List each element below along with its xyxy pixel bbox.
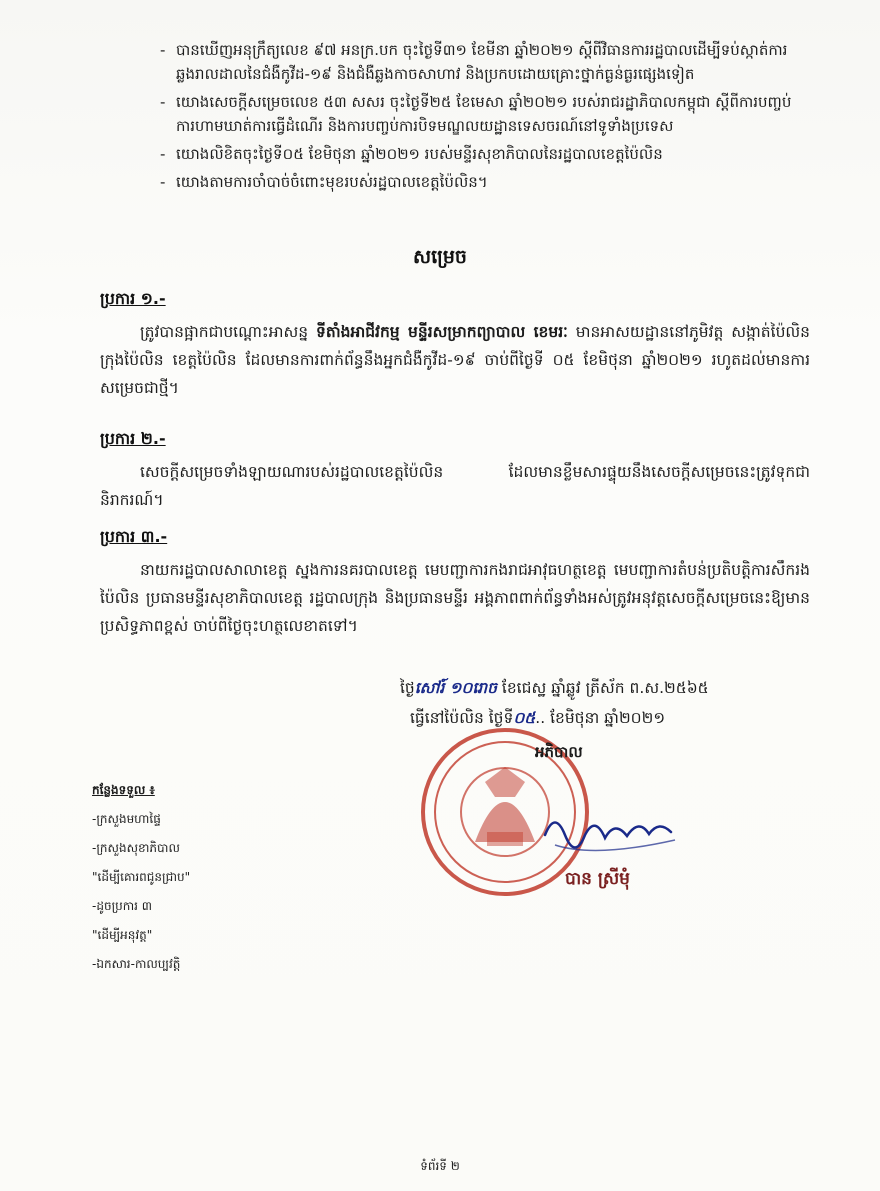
preamble-text: យោងសេចក្តីសម្រេចលេខ ៥៣ សសរ ចុះថ្ងៃទី២៥ ខែមេសា ឆ្នាំ២០២១ របស់រាជរដ្ឋាភិបាលកម្ពុជា ស្តីពីការបញ្ចប់ការហាមឃាត់ការធ្វើដំណើរ និងការបញ្ចប់ការបិទមណ្ឌលយដ្ឋានទេសចរណ៍នៅទូទាំងប្រទេស bbox=[176, 93, 792, 135]
article-3-text: នាយករដ្ឋបាលសាលាខេត្ត ស្នងការនគរបាលខេត្ត មេបញ្ជាការកងរាជអាវុធហត្ថខេត្ត មេបញ្ជាការតំបន់ប្រតិបត្តិការសឹករងប៉ៃលិន ប្រធានមន្ទីរសុខាភិបាលខេត្ត រដ្ឋបាលក្រុង និងប្រធានមន្ទីរ អង្គភាពពាក់ព័ន្ធទាំងអស់ត្រូវអនុវត្តសេចក្តីសម្រេចនេះឱ្យមានប្រសិទ្ធភាពខ្ពស់ ចាប់ពីថ្ងៃចុះហត្ថលេខាតទៅ។ bbox=[100, 561, 810, 635]
recipient-item: -ក្រសួងមហាផ្ទៃ bbox=[92, 812, 161, 826]
recipient-item: -ក្រសួងសុខាភិបាល bbox=[92, 841, 180, 855]
recipient-item: -ឯកសារ-កាលប្បវត្តិ bbox=[92, 957, 181, 971]
decision-heading: សម្រេច bbox=[413, 246, 467, 268]
preamble-item: - យោងតាមការចាំបាច់ចំពោះមុខរបស់រដ្ឋបាលខេត្តប៉ៃលិន។ bbox=[160, 170, 820, 194]
signature-icon bbox=[535, 790, 715, 870]
preamble-item: - យោងសេចក្តីសម្រេចលេខ ៥៣ សសរ ចុះថ្ងៃទី២៥ ខែមេសា ឆ្នាំ២០២១ របស់រាជរដ្ឋាភិបាលកម្ពុជា ស្តីពីការបញ្ចប់ការហាមឃាត់ការធ្វើដំណើរ និងការបញ្ចប់ការបិទមណ្ឌលយដ្ឋានទេសចរណ៍នៅទូទាំងប្រទេស bbox=[160, 90, 820, 138]
article-2-label: ប្រការ ២.- bbox=[100, 429, 166, 448]
preamble-text: យោងលិខិតចុះថ្ងៃទី០៥ ខែមិថុនា ឆ្នាំ២០២១ របស់មន្ទីរសុខាភិបាលនៃរដ្ឋបាលខេត្តប៉ៃលិន bbox=[176, 145, 663, 163]
preamble-list bbox=[160, 38, 820, 198]
recipient-item: "ដើម្បីគោរពជូនជ្រាប" bbox=[92, 870, 191, 884]
article-1-text: ត្រូវបានផ្អាកជាបណ្តោះអាសន្ន ទីតាំងអាជីវកម្ម មន្ទីរសម្រាកព្យាបាល ខេមរៈ មានអាសយដ្ឋាននៅភូមិវត្ត សង្កាត់ប៉ៃលិន ក្រុងប៉ៃលិន ខេត្តប៉ៃលិន ដែលមានការពាក់ព័ន្ធនឹងអ្នកជំងឺកូវីដ-១៩ ចាប់ពីថ្ងៃទី ០៥ ខែមិថុនា ឆ្នាំ២០២១ រហូតដល់មានការសម្រេចជាថ្មី។ bbox=[100, 323, 811, 397]
business-name: ទីតាំងអាជីវកម្ម មន្ទីរសម្រាកព្យាបាល ខេមរៈ bbox=[316, 323, 568, 341]
signer-name: បាន ស្រីមុំ bbox=[565, 869, 630, 889]
lunar-date-handwritten: សៅរ៍ ១០រោច bbox=[414, 678, 497, 697]
article-3-label: ប្រការ ៣.- bbox=[100, 527, 168, 546]
recipients-title: កន្លែងទទួល ៖ bbox=[92, 783, 155, 797]
article-2-text: សេចក្តីសម្រេចទាំងឡាយណារបស់រដ្ឋបាលខេត្តប៉ៃលិន ដែលមានខ្លឹមសារផ្ទុយនឹងសេចក្តីសម្រេចនេះត្រូវទុកជានិរាករណ៍។ bbox=[100, 463, 810, 509]
preamble-item: - បានឃើញអនុក្រឹត្យលេខ ៩៧ អនក្រ.បក ចុះថ្ងៃទី៣១ ខែមីនា ឆ្នាំ២០២១ ស្តីពីវិធានការរដ្ឋបាលដើម្បីទប់ស្កាត់ការឆ្លងរាលដាលនៃជំងឺកូវីដ-១៩ និងជំងឺឆ្លងកាចសាហាវ និងប្រកបដោយគ្រោះថ្នាក់ធ្ងន់ធ្ងរផ្សេងទៀត bbox=[160, 38, 820, 86]
recipients-list bbox=[92, 776, 190, 979]
recipient-item: "ដើម្បីអនុវត្ត" bbox=[92, 928, 153, 942]
lunar-date: ថ្ងៃសៅរ៍ ១០រោច ខែជេស្ឋ ឆ្នាំឆ្លូវ ត្រីស័ក ព.ស.២៥៦៥ bbox=[400, 678, 709, 697]
recipient-item: -ដូចប្រការ ៣ bbox=[92, 899, 153, 913]
preamble-text: បានឃើញអនុក្រឹត្យលេខ ៩៧ អនក្រ.បក ចុះថ្ងៃទី៣១ ខែមីនា ឆ្នាំ២០២១ ស្តីពីវិធានការរដ្ឋបាលដើម្បីទប់ស្កាត់ការឆ្លងរាលដាលនៃជំងឺកូវីដ-១៩ និងជំងឺឆ្លងកាចសាហាវ និងប្រកបដោយគ្រោះថ្នាក់ធ្ងន់ធ្ងរផ្សេងទៀត bbox=[176, 41, 788, 83]
solar-date-handwritten: ០៥ bbox=[513, 708, 536, 727]
page-number: ទំព័រទី ២ bbox=[420, 1159, 460, 1173]
article-1-label: ប្រការ ១.- bbox=[100, 289, 166, 308]
signer-title: អភិបាល bbox=[535, 743, 583, 761]
preamble-text: យោងតាមការចាំបាច់ចំពោះមុខរបស់រដ្ឋបាលខេត្តប៉ៃលិន។ bbox=[176, 173, 488, 191]
solar-date: ធ្វើនៅប៉ៃលិន ថ្ងៃទី០៥.. ខែមិថុនា ឆ្នាំ២០២១ bbox=[410, 708, 666, 727]
preamble-item: - យោងលិខិតចុះថ្ងៃទី០៥ ខែមិថុនា ឆ្នាំ២០២១ របស់មន្ទីរសុខាភិបាលនៃរដ្ឋបាលខេត្តប៉ៃលិន bbox=[160, 142, 820, 166]
